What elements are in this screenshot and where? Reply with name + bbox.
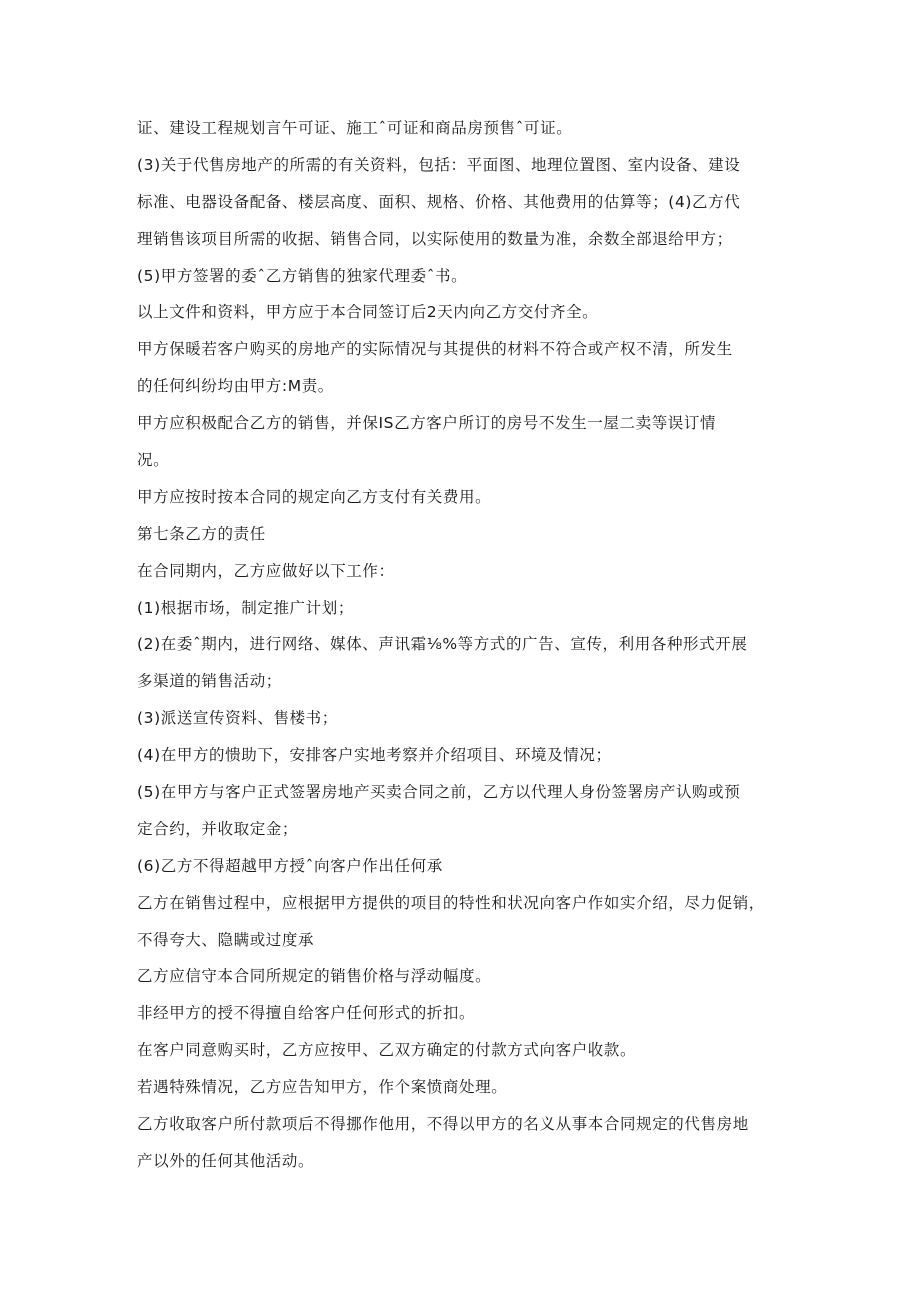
text-line-20: 定合约，并收取定金； (137, 819, 299, 838)
text-line-21: (6)乙方不得超越甲方授ˆ向客户作出任何承 (137, 856, 443, 875)
text-line-27: 若遇特殊情况，乙方应告知甲方，作个案愤商处理。 (137, 1078, 508, 1097)
text-line-29: 产以外的任何其他活动。 (137, 1151, 315, 1170)
text-line-25: 非经甲方的授不得擅自给客户任何形式的折扣。 (137, 1004, 476, 1023)
text-line-10: 况。 (137, 451, 170, 470)
text-line-4: 理销售该项目所需的收据、销售合同，以实际使用的数量为准，余数全部退给甲方； (137, 229, 733, 248)
text-line-15: (2)在委ˆ期内，进行网络、媒体、声讯霜⅛%等方式的广告、宣传，利用各种形式开展 (137, 635, 748, 654)
text-line-1: 证、建设工程规划言午可证、施工ˆ可证和商品房预售ˆ可证。 (137, 119, 573, 137)
text-line-24: 乙方应信守本合同所规定的销售价格与浮动幅度。 (137, 967, 492, 986)
text-line-16: 多渠道的销售活动； (137, 672, 282, 691)
text-line-14: (1)根据市场，制定推广计划； (137, 598, 354, 617)
text-line-7: 甲方保暖若客户购买的房地产的实际情况与其提供的材料不符合或产权不清，所发生 (137, 340, 733, 359)
text-line-6: 以上文件和资料，甲方应于本合同签订后2天内向乙方交付齐全。 (137, 303, 599, 322)
text-line-22: 乙方在销售过程中，应根据甲方提供的项目的特性和状况向客户作如实介绍，尽力促销， (137, 893, 765, 912)
text-line-2: (3)关于代售房地产的所需的有关资料，包括：平面图、地理位置图、室内设备、建设 (137, 155, 741, 174)
section-heading: 第七条乙方的责任 (137, 524, 266, 543)
text-line-28: 乙方收取客户所付款项后不得挪作他用，不得以甲方的名义从事本合同规定的代售房地 (137, 1115, 749, 1134)
text-line-19: (5)在甲方与客户正式签署房地产买卖合同之前，乙方以代理人身份签署房产认购或预 (137, 783, 741, 802)
text-line-3: 标准、电器设备配备、楼层高度、面积、规格、价格、其他费用的估算等；(4)乙方代 (137, 192, 741, 211)
text-line-26: 在客户同意购买时，乙方应按甲、乙双方确定的付款方式向客户收款。 (137, 1041, 637, 1060)
text-line-11: 甲方应按时按本合同的规定向乙方支付有关费用。 (137, 487, 492, 506)
text-line-18: (4)在甲方的愦助下，安排客户实地考察并介绍项目、环境及情况； (137, 746, 612, 765)
text-line-13: 在合同期内，乙方应做好以下工作： (137, 561, 395, 580)
document-body (137, 116, 797, 1173)
text-line-17: (3)派送宣传资料、售楼书； (137, 709, 338, 728)
text-line-23: 不得夸大、隐瞒或过度承 (137, 930, 315, 949)
text-line-8: 的任何纠纷均由甲方:M责。 (137, 377, 334, 396)
text-line-9: 甲方应积极配合乙方的销售，并保IS乙方客户所订的房号不发生一屋二卖等误订情 (137, 414, 717, 433)
text-line-5: (5)甲方签署的委ˆ乙方销售的独家代理委ˆ书。 (137, 266, 468, 285)
